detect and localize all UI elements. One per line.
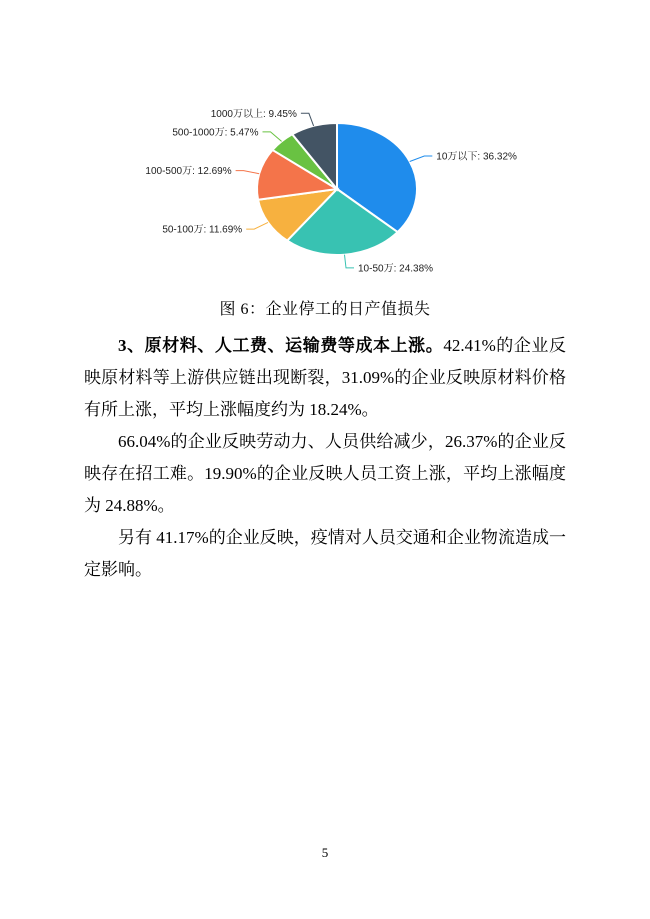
pie-leader-line-4 — [263, 132, 282, 142]
paragraph-cost-increase — [84, 330, 566, 426]
pie-leader-line-5 — [301, 113, 314, 126]
page-number: 5 — [321, 845, 329, 860]
pie-leader-line-1 — [345, 255, 355, 268]
paragraph-logistics: 另有 41.17%的企业反映，疫情对人员交通和企业物流造成一定影响。 — [84, 528, 566, 579]
body-text — [84, 330, 566, 586]
pie-slice-label-2: 50-100万: 11.69% — [162, 224, 243, 236]
pie-slice-label-0: 10万以下: 36.32% — [436, 151, 517, 163]
figure-caption: 图 6：企业停工的日产值损失 — [219, 301, 431, 318]
pie-chart-figure — [0, 82, 650, 300]
pie-slice-label-4: 500-1000万: 5.47% — [172, 127, 259, 139]
paragraph-labor: 66.04%的企业反映劳动力、人员供给减少，26.37%的企业反映存在招工难。19.90%的企业反映人员工资上涨，平均上涨幅度为 24.88%。 — [84, 432, 566, 515]
pie-leader-line-0 — [410, 156, 433, 162]
paragraph-lead-rest: 42.41%的企业反映原材料等上游供应链出现断裂，31.09%的企业反映原材料价格有所上涨，平均上涨幅度约为 18.24%。 — [84, 336, 566, 419]
paragraph-lead-bold: 3、原材料、人工费、运输费等成本上涨。 — [118, 336, 444, 355]
pie-leader-line-3 — [236, 171, 260, 174]
pie-slice-label-5: 1000万以上: 9.45% — [210, 108, 297, 120]
pie-slice-label-1: 10-50万: 24.38% — [358, 263, 434, 275]
pie-leader-line-2 — [246, 222, 268, 229]
pie-chart — [0, 82, 650, 300]
pie-slice-label-3: 100-500万: 12.69% — [145, 166, 232, 178]
